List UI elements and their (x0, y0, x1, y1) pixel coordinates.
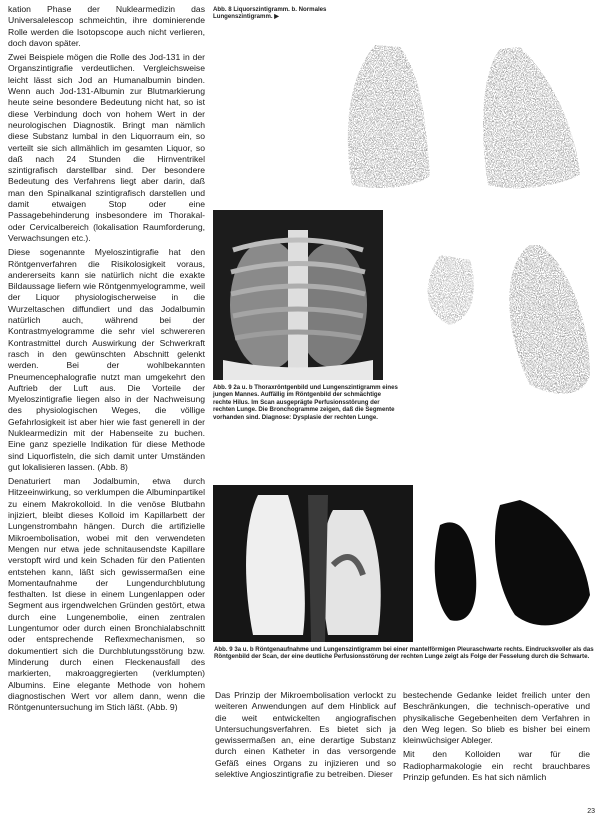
lung-scintigram-normal (330, 35, 600, 205)
lung-scintigram-perfusion (410, 225, 600, 415)
paragraph: kation Phase der Nuklearmedizin das Universalelescop schmeichtin, ihre dominierende Rolle werden die Isotopscope auch nicht verlieren, doch davon später. (8, 4, 205, 48)
figure-caption: Abb. 8 Liquorszintigramm. b. Normales Lungenszintigramm. ▶ (213, 6, 327, 21)
bottom-right-text-column (403, 690, 590, 786)
page-number: 23 (587, 808, 595, 815)
figure-caption: Abb. 9 2a u. b Thoraxröntgenbild und Lungenszintigramm eines jungen Mannes. Auffällig im Röntgenbild der schmächtige rechte Hilus. Im Scan ausgeprägte Perfusionsstörung der rechten Lunge. Die Bronchogramme zeigen, daß die Segmente vorhanden sind. Diagnose: Dysplasie der rechten Lunge. (213, 384, 398, 421)
paragraph: Zwei Beispiele mögen die Rolle des Jod-131 in der Organszintigrafie verdeutlichen. Vergleichsweise leicht lässt sich Jod an Humanalbumin binden. Wenn auch Jod-131-Albumin zur Blutmarkierung heute seine besondere Bedeutung nicht hat, so ist diese Verbindung doch von hohem Wert in der neurologischen Diagnostik. Bringt man nämlich diese Substanz lumbal in den Liquorraum ein, so verteilt sie sich allmählich im gesamten Liquor, so daß nach 24 Stunden die Hirnventrikel szintigrafisch darstellbar sind. Der besondere Bedeutung des Verfahrens liegt aber darin, daß man den Spinalkanal szintigrafisch darstellen und damit etwaigen Stop oder eine Passagebehinderung insbesondere im Thorakal- oder Cervicalbereich (lokalisation Raumforderung, Verwachsungen etc.). (8, 52, 205, 243)
pleural-xray-image (213, 485, 413, 642)
paragraph: Denaturiert man Jodalbumin, etwa durch Hitzeeinwirkung, so verklumpen die Albuminpartikel zu einem Makrokolloid. In die venöse Blutbahn injiziert, bleibt dieses Kolloid im Kapillarbett der Lungenstrombahn hängen. Durch die artifizielle Mikroembolisation, wobei mit den verwendeten Mengen nur etwa jede schnitausendste Kapillare verstopft wird und kein Schaden für den Patienten entstehen kann, läßt sich gewissermaßen eine Momentaufnahme der Lungendurchblutung festhalten. Ist diese in einem Lungenlappen oder Segment aus irgendwelchen Gründen gestört, etwa durch eine Lungenembolie, einen zentralen Lungentumor oder durch einen Bronchialabschnitt oder entsprechende Reflexmechanismen, so dokumentiert sich die Durchblutungsstörung bzw. Minderung durch einen Fleckenausfall des markierten, makroaggregierten (verklumpten) Albumins. Eine elegante Methode von hohem diagnostischen Wert vor allem dann, wenn die Röntgenuntersuchung im Stich läßt. (Abb. 9) (8, 476, 205, 713)
paragraph: Diese sogenannte Myeloszintigrafie hat den Röntgenverfahren die Risikolosigkeit voraus, andererseits kann sie natürlich nicht die exakte Bildaussage liefern wie Röntgenmyelogramme, weil der Liquor physiologischerweise in die Wurzeltaschen diffundiert und das Jodalbumin natürlich auch, während bei der Kontrastmyelogramme die sehr viel schwereren Kontrastmittel durch Auswirkung der Schwerkraft rasch in den gewünschten Abschnitt gelenkt werden. Bei der wohlbekannten Pneumencephalografie nutzt man umgekehrt den Auftrieb der Luft aus. Die Vorteile der Myeloszintigrafie liegen also in der Nachweisung des physiologischen Weges, die völlige Gefahrlosigkeit ist aber hier wie fast generell in der Nuklearmedizin mit der Habenseite zu buchen. Eine ganz spezielle Indikation für diese Methode sind Liquorfisteln, die sich damit unter Umständen gut lokalisieren lassen. (Abb. 8) (8, 247, 205, 472)
pleural-scintigram-image (420, 485, 600, 642)
chest-xray-image (213, 210, 383, 380)
paragraph: Das Prinzip der Mikroembolisation verlockt zu weiteren Anwendungen auf dem Hinblick auf die weit entwickelten angiografischen Untersuchungsverfahren. Es bietet sich ja gewissermaßen an, eine derartige Substanz durch einen Katheter in das versorgende Gefäß eines Organs zu injizieren und so selektive Angioszintigrafie zu betreiben. Dieser (215, 690, 396, 780)
paragraph: bestechende Gedanke leidet freilich unter den Beschränkungen, die technisch-operative und physikalische Gegebenheiten dem Verfahren in den Weg legen. So blieb es bisher bei einem kleinwüchsiger Ableger. (403, 690, 590, 746)
figure-caption: Abb. 9 3a u. b Röntgenaufnahme und Lungenszintigramm bei einer mantelförmigen Pleuraschwarte rechts. Eindrucksvoller als das Röntgenbild der Scan, der eine deutliche Perfusionsstörung der rechten Lunge zeigt als Folge der Fesselung durch die Schwarte. (214, 646, 594, 661)
bottom-middle-text-column (215, 690, 396, 783)
paragraph: Mit den Kolloiden war für die Radiopharmakologie ein recht brauchbares Prinzip gefunden. Es hat sich nämlich (403, 749, 590, 783)
left-text-column (8, 4, 205, 716)
